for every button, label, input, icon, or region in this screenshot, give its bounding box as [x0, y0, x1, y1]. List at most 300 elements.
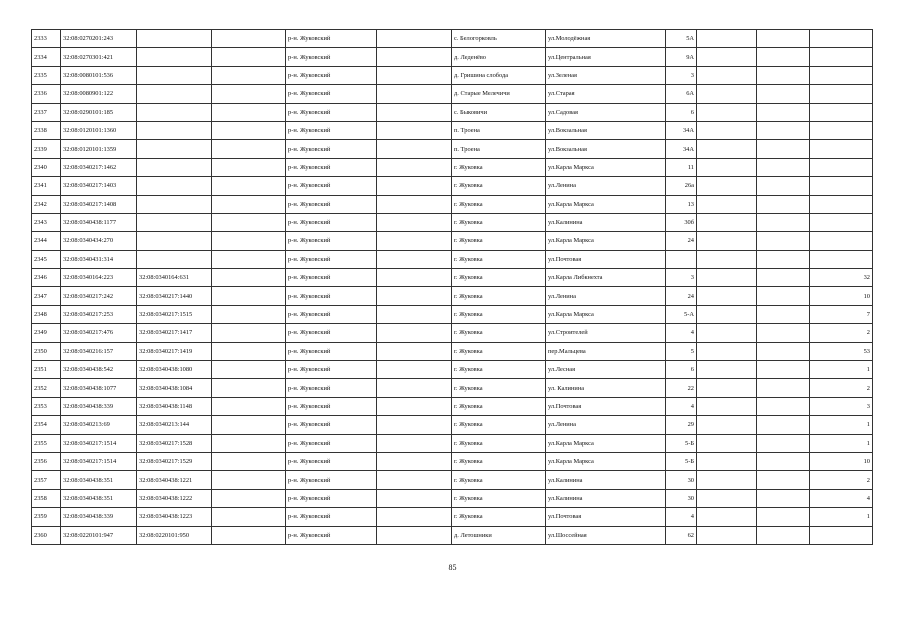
cell-settlement: д. Леденёво	[452, 48, 546, 66]
cell-empty	[757, 489, 810, 507]
cell-house: 3	[666, 269, 697, 287]
cell-empty	[757, 66, 810, 84]
cell-settlement: г. Жуковка	[452, 361, 546, 379]
cell-street: ул.Калинина	[546, 489, 666, 507]
cell-street: ул.Калинина	[546, 471, 666, 489]
cell-empty	[377, 232, 452, 250]
cell-cadastral-number: 32:08:0340438:1177	[61, 213, 137, 231]
cell-apartment	[810, 66, 873, 84]
cell-empty	[212, 452, 286, 470]
cell-house: 6А	[666, 85, 697, 103]
cell-cadastral-number-room	[137, 66, 212, 84]
cell-cadastral-number: 32:08:0340438:542	[61, 361, 137, 379]
cell-district: р-н. Жуковский	[286, 379, 377, 397]
cell-cadastral-number: 32:08:0340213:69	[61, 416, 137, 434]
cell-settlement: г. Жуковка	[452, 434, 546, 452]
cell-empty	[757, 324, 810, 342]
cell-empty	[697, 213, 757, 231]
cell-cadastral-number-room: 32:08:0340438:1221	[137, 471, 212, 489]
cell-empty	[377, 397, 452, 415]
cell-empty	[212, 526, 286, 544]
cell-empty	[697, 158, 757, 176]
cell-empty	[757, 361, 810, 379]
cell-cadastral-number-room	[137, 48, 212, 66]
cell-empty	[377, 379, 452, 397]
cell-empty	[212, 379, 286, 397]
table-row	[32, 121, 873, 139]
cell-row-number: 2341	[32, 177, 61, 195]
cell-empty	[697, 287, 757, 305]
table-row	[32, 452, 873, 470]
cell-settlement: г. Жуковка	[452, 452, 546, 470]
cell-district: р-н. Жуковский	[286, 103, 377, 121]
cell-apartment: 32	[810, 269, 873, 287]
cell-row-number: 2340	[32, 158, 61, 176]
cell-apartment: 1	[810, 508, 873, 526]
cell-apartment	[810, 30, 873, 48]
cell-empty	[377, 434, 452, 452]
cell-empty	[377, 305, 452, 323]
cell-empty	[377, 324, 452, 342]
cell-empty	[757, 195, 810, 213]
table-row	[32, 287, 873, 305]
cell-empty	[377, 489, 452, 507]
cell-cadastral-number-room	[137, 85, 212, 103]
cell-cadastral-number: 32:08:0340217:1408	[61, 195, 137, 213]
cell-district: р-н. Жуковский	[286, 416, 377, 434]
cell-district: р-н. Жуковский	[286, 508, 377, 526]
table-row	[32, 489, 873, 507]
cell-street: ул.Строителей	[546, 324, 666, 342]
cell-house: 5А	[666, 30, 697, 48]
cell-empty	[377, 452, 452, 470]
cell-settlement: г. Жуковка	[452, 232, 546, 250]
cell-street: ул.Карла Либкнехта	[546, 269, 666, 287]
cell-house: 13	[666, 195, 697, 213]
cell-apartment	[810, 48, 873, 66]
cell-row-number: 2344	[32, 232, 61, 250]
cell-empty	[212, 66, 286, 84]
cell-settlement: г. Жуковка	[452, 489, 546, 507]
cell-empty	[377, 30, 452, 48]
cell-district: р-н. Жуковский	[286, 287, 377, 305]
cell-empty	[757, 177, 810, 195]
cell-street: ул. Калинина	[546, 379, 666, 397]
cell-empty	[377, 416, 452, 434]
cell-house: 4	[666, 324, 697, 342]
cell-district: р-н. Жуковский	[286, 121, 377, 139]
cell-cadastral-number-room	[137, 103, 212, 121]
page-number: 85	[448, 563, 457, 572]
cell-settlement: г. Жуковка	[452, 508, 546, 526]
cell-empty	[757, 508, 810, 526]
cell-row-number: 2347	[32, 287, 61, 305]
cell-empty	[212, 30, 286, 48]
cell-row-number: 2349	[32, 324, 61, 342]
cell-empty	[757, 158, 810, 176]
cell-cadastral-number-room	[137, 213, 212, 231]
cell-empty	[377, 287, 452, 305]
cell-cadastral-number-room	[137, 250, 212, 268]
cell-empty	[212, 250, 286, 268]
cell-row-number: 2358	[32, 489, 61, 507]
registry-body	[32, 30, 873, 545]
cell-cadastral-number: 32:08:0340217:1403	[61, 177, 137, 195]
table-row	[32, 213, 873, 231]
cell-empty	[212, 177, 286, 195]
cell-empty	[697, 177, 757, 195]
cell-district: р-н. Жуковский	[286, 434, 377, 452]
cell-house: 30	[666, 489, 697, 507]
cell-apartment	[810, 195, 873, 213]
cell-house: 5-Б	[666, 452, 697, 470]
cell-street: ул.Калинина	[546, 213, 666, 231]
cell-street: ул.Центральная	[546, 48, 666, 66]
cell-empty	[697, 269, 757, 287]
cell-apartment	[810, 103, 873, 121]
cell-cadastral-number-room: 32:08:0340438:1080	[137, 361, 212, 379]
cell-empty	[377, 103, 452, 121]
cell-empty	[757, 103, 810, 121]
cell-street: ул.Зеленая	[546, 66, 666, 84]
table-row	[32, 416, 873, 434]
cell-apartment	[810, 213, 873, 231]
table-row	[32, 471, 873, 489]
cell-empty	[757, 397, 810, 415]
cell-empty	[697, 121, 757, 139]
cell-apartment: 53	[810, 342, 873, 360]
cell-row-number: 2333	[32, 30, 61, 48]
cell-row-number: 2351	[32, 361, 61, 379]
cell-district: р-н. Жуковский	[286, 324, 377, 342]
cell-empty	[697, 195, 757, 213]
table-row	[32, 397, 873, 415]
cell-settlement: г. Жуковка	[452, 397, 546, 415]
cell-district: р-н. Жуковский	[286, 66, 377, 84]
cell-settlement: г. Жуковка	[452, 305, 546, 323]
cell-district: р-н. Жуковский	[286, 30, 377, 48]
cell-empty	[377, 361, 452, 379]
cell-empty	[697, 489, 757, 507]
cell-row-number: 2360	[32, 526, 61, 544]
cell-empty	[212, 324, 286, 342]
cell-street: ул.Лесная	[546, 361, 666, 379]
cell-empty	[697, 471, 757, 489]
cell-cadastral-number-room	[137, 195, 212, 213]
cell-settlement: с. Быковичи	[452, 103, 546, 121]
cell-empty	[377, 177, 452, 195]
cell-apartment: 1	[810, 416, 873, 434]
cell-empty	[757, 213, 810, 231]
cell-empty	[757, 471, 810, 489]
cell-empty	[757, 85, 810, 103]
cell-house: 5-А	[666, 305, 697, 323]
table-row	[32, 48, 873, 66]
cell-apartment: 1	[810, 434, 873, 452]
cell-empty	[757, 526, 810, 544]
cell-district: р-н. Жуковский	[286, 195, 377, 213]
cell-row-number: 2338	[32, 121, 61, 139]
cell-cadastral-number: 32:08:0340438:351	[61, 489, 137, 507]
table-row	[32, 379, 873, 397]
cell-cadastral-number: 32:08:0340217:476	[61, 324, 137, 342]
cell-apartment	[810, 85, 873, 103]
cell-street: ул.Карла Маркса	[546, 434, 666, 452]
cell-district: р-н. Жуковский	[286, 250, 377, 268]
cell-empty	[212, 140, 286, 158]
table-row	[32, 85, 873, 103]
cell-empty	[212, 103, 286, 121]
cell-cadastral-number: 32:08:0220101:947	[61, 526, 137, 544]
cell-empty	[697, 416, 757, 434]
cell-street: ул.Карла Маркса	[546, 158, 666, 176]
cell-empty	[757, 416, 810, 434]
cell-empty	[377, 85, 452, 103]
cell-settlement: г. Жуковка	[452, 471, 546, 489]
cell-row-number: 2353	[32, 397, 61, 415]
cell-cadastral-number: 32:08:0340217:1462	[61, 158, 137, 176]
cell-apartment	[810, 121, 873, 139]
cell-empty	[757, 121, 810, 139]
cell-row-number: 2357	[32, 471, 61, 489]
cell-house: 29	[666, 416, 697, 434]
cell-empty	[697, 342, 757, 360]
cell-street: ул.Почтовая	[546, 397, 666, 415]
cell-empty	[697, 232, 757, 250]
cell-cadastral-number-room: 32:08:0340217:1515	[137, 305, 212, 323]
cell-house: 6	[666, 103, 697, 121]
cell-street: ул.Садовая	[546, 103, 666, 121]
cell-district: р-н. Жуковский	[286, 158, 377, 176]
cell-house: 26а	[666, 177, 697, 195]
cell-house: 4	[666, 508, 697, 526]
cell-row-number: 2354	[32, 416, 61, 434]
cell-row-number: 2337	[32, 103, 61, 121]
cell-settlement: г. Жуковка	[452, 324, 546, 342]
cell-empty	[212, 48, 286, 66]
cell-cadastral-number: 32:08:0340216:157	[61, 342, 137, 360]
cell-house: 62	[666, 526, 697, 544]
cell-house: 34А	[666, 121, 697, 139]
cell-district: р-н. Жуковский	[286, 397, 377, 415]
cell-empty	[757, 269, 810, 287]
cell-district: р-н. Жуковский	[286, 232, 377, 250]
cell-district: р-н. Жуковский	[286, 452, 377, 470]
cell-empty	[212, 158, 286, 176]
cell-empty	[757, 232, 810, 250]
cell-empty	[697, 508, 757, 526]
cell-cadastral-number: 32:08:0340438:351	[61, 471, 137, 489]
cell-district: р-н. Жуковский	[286, 361, 377, 379]
table-row	[32, 195, 873, 213]
cell-street: ул.Вокзальная	[546, 140, 666, 158]
cell-cadastral-number: 32:08:0340164:223	[61, 269, 137, 287]
cell-cadastral-number-room	[137, 30, 212, 48]
cell-empty	[377, 342, 452, 360]
table-row	[32, 526, 873, 544]
cell-cadastral-number: 32:08:0340217:242	[61, 287, 137, 305]
cell-empty	[212, 361, 286, 379]
cell-settlement: г. Жуковка	[452, 250, 546, 268]
cell-district: р-н. Жуковский	[286, 526, 377, 544]
cell-empty	[212, 121, 286, 139]
cell-row-number: 2359	[32, 508, 61, 526]
cell-empty	[757, 305, 810, 323]
cell-row-number: 2356	[32, 452, 61, 470]
cell-empty	[697, 103, 757, 121]
cell-apartment: 4	[810, 489, 873, 507]
cell-house: 5-Б	[666, 434, 697, 452]
cell-street: ул.Почтовая	[546, 508, 666, 526]
cell-empty	[377, 195, 452, 213]
cell-empty	[377, 526, 452, 544]
cell-empty	[212, 213, 286, 231]
cell-district: р-н. Жуковский	[286, 177, 377, 195]
cell-cadastral-number-room: 32:08:0340438:1222	[137, 489, 212, 507]
cell-house	[666, 250, 697, 268]
cell-house: 30б	[666, 213, 697, 231]
cell-empty	[697, 526, 757, 544]
cell-empty	[377, 269, 452, 287]
cell-empty	[377, 48, 452, 66]
cell-district: р-н. Жуковский	[286, 342, 377, 360]
cell-cadastral-number-room	[137, 158, 212, 176]
cell-empty	[212, 508, 286, 526]
cell-cadastral-number: 32:08:0340431:314	[61, 250, 137, 268]
cell-empty	[377, 508, 452, 526]
cell-district: р-н. Жуковский	[286, 48, 377, 66]
cell-cadastral-number: 32:08:0340217:253	[61, 305, 137, 323]
cell-district: р-н. Жуковский	[286, 213, 377, 231]
cell-apartment	[810, 232, 873, 250]
cell-settlement: д. Гришина слобода	[452, 66, 546, 84]
cell-house: 24	[666, 232, 697, 250]
cell-empty	[377, 250, 452, 268]
cell-empty	[212, 195, 286, 213]
cell-empty	[212, 85, 286, 103]
cell-cadastral-number-room: 32:08:0220101:950	[137, 526, 212, 544]
cell-cadastral-number: 32:08:0080901:122	[61, 85, 137, 103]
cell-empty	[697, 30, 757, 48]
cell-district: р-н. Жуковский	[286, 471, 377, 489]
cell-cadastral-number-room: 32:08:0340217:1440	[137, 287, 212, 305]
cell-empty	[697, 250, 757, 268]
cell-street: ул.Старая	[546, 85, 666, 103]
cell-district: р-н. Жуковский	[286, 140, 377, 158]
table-row	[32, 140, 873, 158]
table-row	[32, 324, 873, 342]
cell-cadastral-number-room: 32:08:0340217:1419	[137, 342, 212, 360]
cell-settlement: г. Жуковка	[452, 213, 546, 231]
table-row	[32, 250, 873, 268]
cell-empty	[697, 434, 757, 452]
cell-cadastral-number: 32:08:0120101:1360	[61, 121, 137, 139]
cell-district: р-н. Жуковский	[286, 85, 377, 103]
cell-settlement: г. Жуковка	[452, 342, 546, 360]
cell-empty	[757, 48, 810, 66]
cell-cadastral-number-room	[137, 232, 212, 250]
cell-empty	[377, 213, 452, 231]
cell-empty	[757, 342, 810, 360]
table-row	[32, 508, 873, 526]
cell-row-number: 2348	[32, 305, 61, 323]
cell-street: ул.Карла Маркса	[546, 305, 666, 323]
cell-apartment	[810, 526, 873, 544]
cell-apartment	[810, 140, 873, 158]
cell-empty	[697, 305, 757, 323]
cell-cadastral-number: 32:08:0340217:1514	[61, 452, 137, 470]
cell-settlement: п. Троена	[452, 140, 546, 158]
table-row	[32, 361, 873, 379]
table-row	[32, 342, 873, 360]
cell-empty	[377, 158, 452, 176]
cell-empty	[697, 324, 757, 342]
cell-row-number: 2352	[32, 379, 61, 397]
cell-apartment: 2	[810, 471, 873, 489]
cell-settlement: г. Жуковка	[452, 158, 546, 176]
cell-settlement: г. Жуковка	[452, 195, 546, 213]
table-row	[32, 30, 873, 48]
cell-settlement: г. Жуковка	[452, 416, 546, 434]
cell-house: 30	[666, 471, 697, 489]
cell-empty	[212, 342, 286, 360]
cell-street: ул.Ленина	[546, 287, 666, 305]
cell-cadastral-number: 32:08:0340434:270	[61, 232, 137, 250]
cell-empty	[212, 287, 286, 305]
cell-empty	[212, 305, 286, 323]
cell-row-number: 2342	[32, 195, 61, 213]
cell-house: 34А	[666, 140, 697, 158]
cell-street: пер.Мальцева	[546, 342, 666, 360]
cell-cadastral-number: 32:08:0340438:339	[61, 508, 137, 526]
cell-apartment: 7	[810, 305, 873, 323]
cell-empty	[377, 140, 452, 158]
cell-cadastral-number: 32:08:0270201:243	[61, 30, 137, 48]
cell-cadastral-number: 32:08:0340438:1077	[61, 379, 137, 397]
cell-empty	[757, 287, 810, 305]
cell-street: ул.Молодёжная	[546, 30, 666, 48]
table-row	[32, 177, 873, 195]
cell-empty	[697, 452, 757, 470]
cell-street: ул.Шоссейная	[546, 526, 666, 544]
table-row	[32, 158, 873, 176]
cell-empty	[697, 361, 757, 379]
cell-cadastral-number-room: 32:08:0340438:1148	[137, 397, 212, 415]
cell-empty	[212, 434, 286, 452]
cell-empty	[697, 379, 757, 397]
cell-cadastral-number: 32:08:0340438:339	[61, 397, 137, 415]
cell-apartment: 1	[810, 361, 873, 379]
cell-row-number: 2339	[32, 140, 61, 158]
cell-cadastral-number-room	[137, 140, 212, 158]
cell-cadastral-number-room: 32:08:0340217:1529	[137, 452, 212, 470]
cell-apartment	[810, 250, 873, 268]
cell-street: ул.Ленина	[546, 416, 666, 434]
table-row	[32, 269, 873, 287]
cell-settlement: г. Жуковка	[452, 379, 546, 397]
cell-empty	[757, 434, 810, 452]
table-row	[32, 232, 873, 250]
cell-empty	[212, 269, 286, 287]
cell-apartment	[810, 177, 873, 195]
cell-cadastral-number-room	[137, 121, 212, 139]
cell-cadastral-number-room: 32:08:0340217:1417	[137, 324, 212, 342]
cell-settlement: с. Белогорковль	[452, 30, 546, 48]
cell-empty	[212, 416, 286, 434]
cell-cadastral-number: 32:08:0120101:1359	[61, 140, 137, 158]
cell-empty	[212, 471, 286, 489]
cell-empty	[377, 66, 452, 84]
